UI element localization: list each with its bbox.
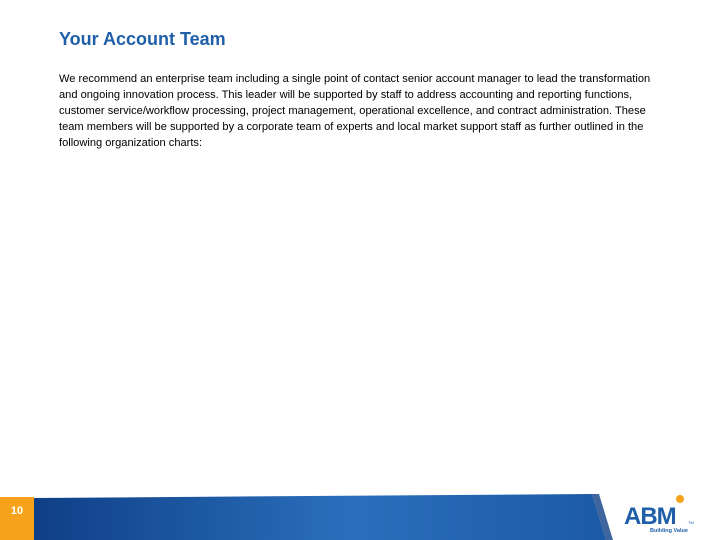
logo-trademark: TM — [688, 520, 694, 525]
footer-band — [0, 492, 720, 540]
slide-title: Your Account Team — [59, 29, 226, 49]
logo-tagline: Building Value — [650, 528, 688, 534]
abm-logo-mark — [622, 494, 694, 526]
footer-band-blue — [34, 494, 606, 540]
page-number: 10 — [10, 505, 24, 517]
logo-wordmark: ABM — [624, 503, 676, 526]
slide-body-text: We recommend an enterprise team including a single point of contact senior account manager to lead the transformation and ongoing innovation process. This leader will be supported by staff to address accounting and reporting functions, customer service/workflow processing, project management, operational excellence, and contract administration. These team members will be supported by a corporate team of experts and local market support staff as further outlined in the following organization charts: — [59, 73, 651, 149]
footer-band-orange — [0, 497, 34, 540]
logo-orange-dot — [676, 495, 684, 503]
abm-logo — [622, 492, 694, 540]
